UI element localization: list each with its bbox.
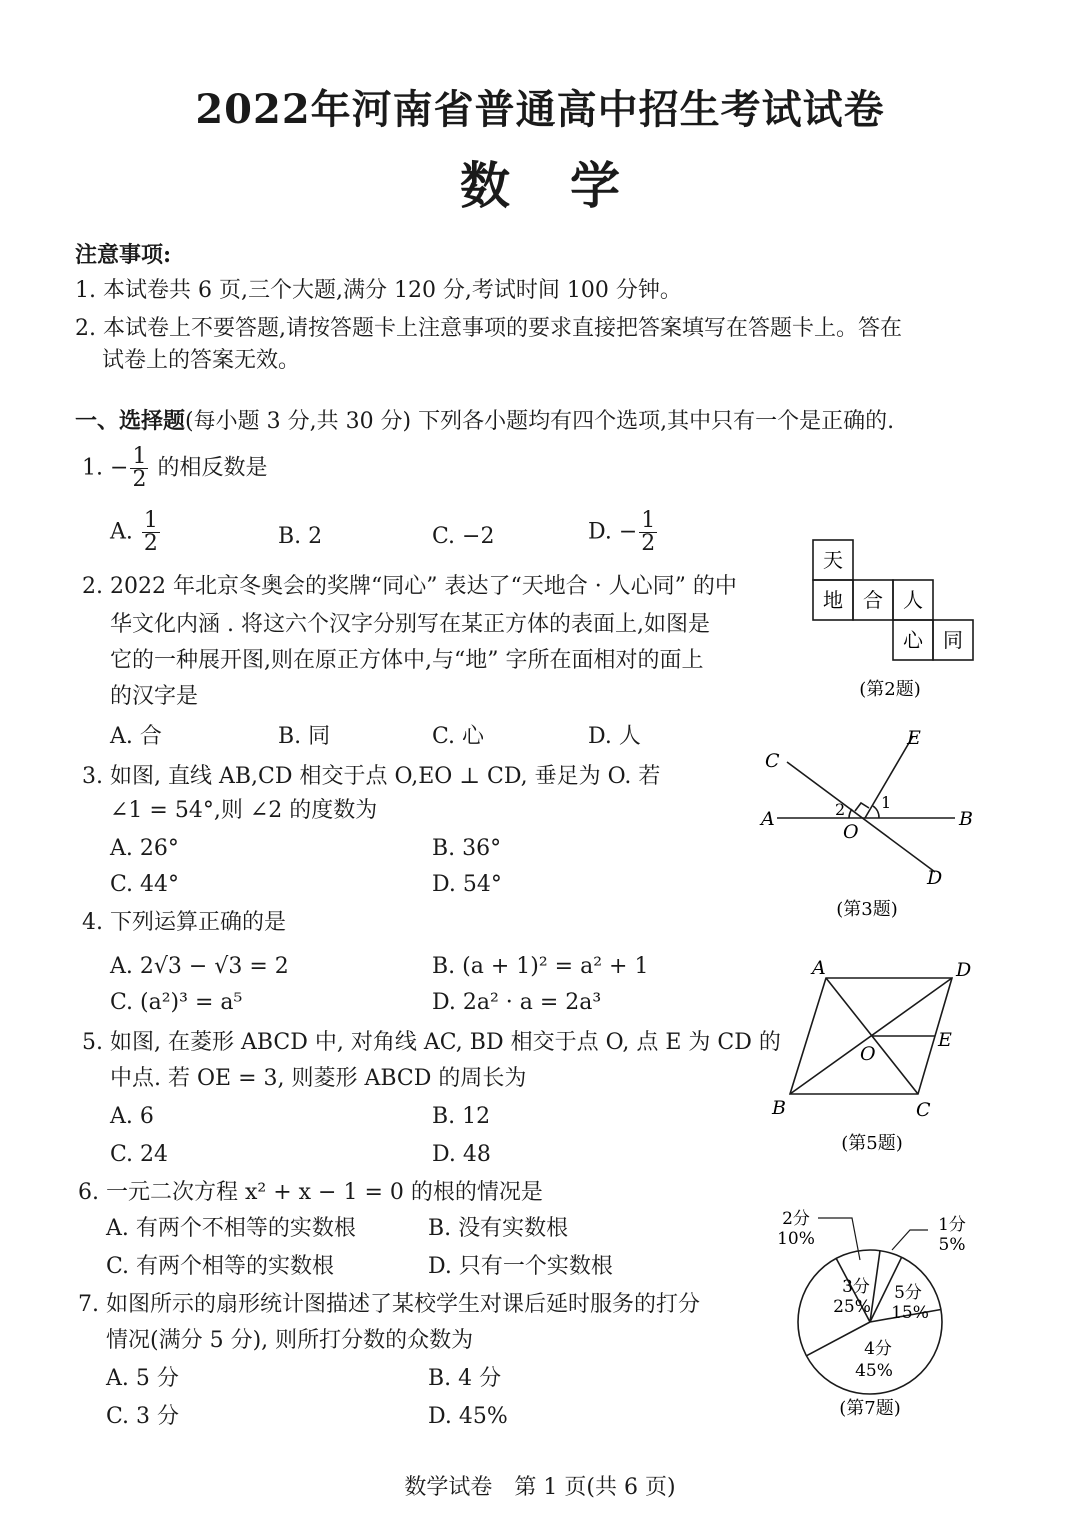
q2-option-c: C. 心 — [432, 724, 485, 749]
angle-2-label: 2 — [835, 800, 846, 819]
q1-option-d-fraction — [639, 510, 657, 555]
q7-line-1: 7. 如图所示的扇形统计图描述了某校学生对课后延时服务的打分 — [78, 1292, 700, 1317]
angle-1-label: 1 — [881, 793, 892, 812]
pie-label-3-score: 3分 — [842, 1277, 870, 1297]
label-d: D — [956, 959, 972, 981]
q1-number: 1. — [82, 455, 103, 481]
right-angle-mark — [855, 803, 869, 811]
notice-item-2-line-1: 2. 本试卷上不要答题,请按答题卡上注意事项的要求直接把答案填写在答题卡上。答在 — [75, 316, 902, 341]
q7-caption: (第7题) — [839, 1398, 901, 1419]
pie-label-4-pct: 45% — [855, 1361, 893, 1381]
q1-option-a — [110, 510, 162, 555]
q7-option-a: A. 5 分 — [106, 1366, 179, 1391]
q4-option-a: A. 2√3 − √3 = 2 — [110, 954, 289, 979]
q1-option-a-fraction — [142, 510, 160, 555]
q2-line-2: 华文化内涵 . 将这六个汉字分别写在某正方体的表面上,如图是 — [110, 612, 710, 637]
pie-label-4-score: 4分 — [864, 1339, 892, 1359]
q2-line-3: 它的一种展开图,则在原正方体中,与“地” 字所在面相对的面上 — [110, 648, 704, 673]
q1-minus: − — [110, 455, 129, 481]
notice-item-1: 1. 本试卷共 6 页,三个大题,满分 120 分,考试时间 100 分钟。 — [75, 278, 682, 303]
section-1-desc: (每小题 3 分,共 30 分) 下列各小题均有四个选项,其中只有一个是正确的. — [185, 409, 895, 434]
pie-label-2-pct: 10% — [777, 1229, 815, 1249]
notice-item-2-line-2: 试卷上的答案无效。 — [102, 348, 301, 373]
q1-option-a-label: A. — [110, 519, 133, 545]
section-1-heading — [75, 406, 894, 437]
rhombus-figure — [760, 954, 980, 1159]
net-char-xin: 心 — [903, 628, 923, 652]
pie-label-1-score: 1分 — [938, 1215, 966, 1235]
label-b: B — [772, 1097, 786, 1119]
q5-option-a: A. 6 — [110, 1104, 154, 1129]
q2-option-b: B. 同 — [278, 724, 331, 749]
question-1 — [82, 446, 267, 491]
q3-line-2: ∠1 = 54°,则 ∠2 的度数为 — [110, 798, 378, 823]
q4-option-d: D. 2a² · a = 2a³ — [432, 990, 602, 1015]
subject-title: 数学 — [460, 156, 680, 215]
q2-option-d: D. 人 — [588, 724, 641, 749]
q6-option-b: B. 没有实数根 — [428, 1216, 569, 1241]
angle-2-arc — [849, 809, 852, 818]
q1-option-d-label: D. − — [588, 519, 638, 545]
q5-line-1: 5. 如图, 在菱形 ABCD 中, 对角线 AC, BD 相交于点 O, 点 E 为 CD 的 — [82, 1030, 781, 1055]
q1-option-d-den: 2 — [641, 531, 656, 556]
net-char-he: 合 — [863, 588, 883, 612]
leader-line-1 — [892, 1230, 928, 1250]
section-1-label: 一、选择题 — [75, 408, 186, 434]
angle-figure — [755, 722, 980, 922]
q1-fraction-num: 1 — [132, 444, 147, 469]
net-char-tong: 同 — [943, 628, 963, 652]
pie-label-1-pct: 5% — [938, 1235, 966, 1255]
q1-option-d-num: 1 — [641, 508, 656, 533]
label-e: E — [938, 1029, 952, 1051]
q2-line-1: 2. 2022 年北京冬奥会的奖牌“同心” 表达了“天地合 · 人心同” 的中 — [82, 574, 737, 599]
q1-fraction — [130, 446, 148, 491]
q1-fraction-den: 2 — [132, 467, 147, 492]
label-a: A — [812, 957, 826, 979]
q1-option-b: B. 2 — [278, 524, 323, 549]
q3-option-a: A. 26° — [110, 836, 179, 861]
net-char-tian: 天 — [823, 548, 843, 572]
label-o: O — [860, 1043, 876, 1065]
q4-option-c: C. (a²)³ = a⁵ — [110, 990, 243, 1015]
q6-option-c: C. 有两个相等的实数根 — [106, 1254, 335, 1279]
label-c: C — [916, 1099, 931, 1121]
label-e: E — [907, 727, 921, 749]
label-o: O — [843, 821, 859, 843]
q1-option-a-den: 2 — [143, 531, 158, 556]
q1-option-c: C. −2 — [432, 524, 495, 549]
pie-slice-boundary-3分 — [806, 1322, 870, 1356]
exam-title: 2022年河南省普通高中招生考试试卷 — [195, 86, 885, 133]
q5-option-c: C. 24 — [110, 1142, 169, 1167]
pie-label-5-pct: 15% — [891, 1303, 929, 1323]
cube-net-figure — [805, 538, 980, 708]
q3-option-d: D. 54° — [432, 872, 502, 897]
pie-label-2-score: 2分 — [782, 1209, 810, 1229]
q4-line-1: 4. 下列运算正确的是 — [82, 910, 286, 935]
line-cd — [787, 762, 935, 872]
label-b: B — [959, 808, 973, 830]
q6-option-a: A. 有两个不相等的实数根 — [106, 1216, 356, 1241]
q2-line-4: 的汉字是 — [110, 684, 199, 709]
pie-label-3-pct: 25% — [833, 1297, 871, 1317]
q7-option-c: C. 3 分 — [106, 1404, 180, 1429]
label-a: A — [761, 808, 775, 830]
q4-option-b: B. (a + 1)² = a² + 1 — [432, 954, 649, 979]
q6-option-d: D. 只有一个实数根 — [428, 1254, 613, 1279]
label-c: C — [765, 750, 780, 772]
q3-option-c: C. 44° — [110, 872, 180, 897]
net-char-di: 地 — [823, 588, 843, 612]
page-footer: 数学试卷 第 1 页(共 6 页) — [404, 1475, 676, 1500]
leader-line-2 — [818, 1218, 860, 1260]
q1-option-d — [588, 510, 659, 555]
q1-text: 的相反数是 — [157, 455, 268, 481]
q3-line-1: 3. 如图, 直线 AB,CD 相交于点 O,EO ⊥ CD, 垂足为 O. 若 — [82, 764, 661, 789]
pie-label-5-score: 5分 — [894, 1283, 922, 1303]
q7-option-d: D. 45% — [428, 1404, 508, 1429]
angle-1-arc — [873, 806, 879, 818]
q5-line-2: 中点. 若 OE = 3, 则菱形 ABCD 的周长为 — [110, 1066, 527, 1091]
notice-heading: 注意事项: — [75, 242, 172, 268]
q5-option-d: D. 48 — [432, 1142, 491, 1167]
q5-option-b: B. 12 — [432, 1104, 491, 1129]
q2-caption: (第2题) — [859, 679, 921, 700]
q3-caption: (第3题) — [836, 899, 898, 920]
q7-line-2: 情况(满分 5 分), 则所打分数的众数为 — [106, 1328, 474, 1353]
q7-option-b: B. 4 分 — [428, 1366, 502, 1391]
q3-option-b: B. 36° — [432, 836, 502, 861]
q6-line-1: 6. 一元二次方程 x² + x − 1 = 0 的根的情况是 — [78, 1180, 543, 1205]
label-d: D — [927, 867, 943, 889]
q1-option-a-num: 1 — [143, 508, 158, 533]
q5-caption: (第5题) — [841, 1133, 903, 1154]
net-char-ren: 人 — [903, 588, 923, 612]
pie-chart — [760, 1200, 975, 1425]
q2-option-a: A. 合 — [110, 724, 162, 749]
